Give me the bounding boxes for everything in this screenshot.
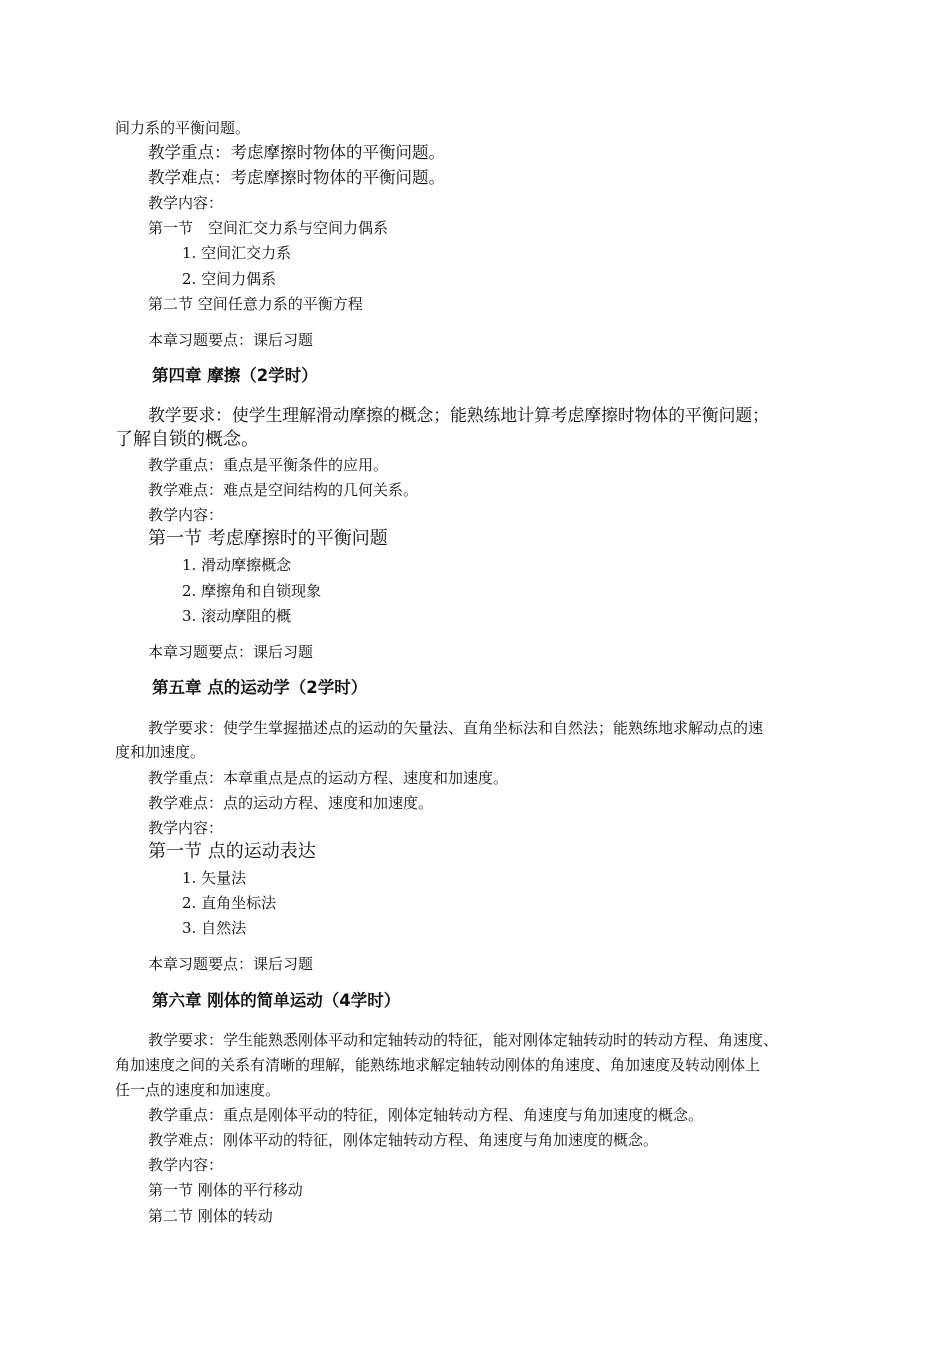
- section-heading: 第一节 刚体的平行移动: [148, 1181, 303, 1199]
- content-label: 教学内容：: [148, 194, 224, 212]
- section-heading: 第二节 空间任意力系的平衡方程: [148, 295, 363, 313]
- teaching-requirement-cont: 角加速度之间的关系有清晰的理解，能熟练地求解定轴转动刚体的角速度、角加速度及转动刚体上: [115, 1056, 761, 1074]
- list-item: 1. 滑动摩擦概念: [182, 556, 292, 574]
- list-item: 3. 滚动摩阻的概: [182, 607, 292, 625]
- list-item: 1. 空间汇交力系: [182, 244, 292, 262]
- chapter-title: 第四章 摩擦（2学时）: [152, 366, 318, 385]
- difficulty: 教学难点：考虑摩擦时物体的平衡问题。: [148, 168, 445, 187]
- list-item: 2. 空间力偶系: [182, 270, 277, 288]
- paragraph-tail: 间力系的平衡问题。: [115, 119, 251, 137]
- content-label: 教学内容：: [148, 1156, 224, 1174]
- teaching-requirement-cont: 度和加速度。: [115, 743, 206, 761]
- teaching-requirement: [148, 404, 769, 427]
- difficulty: 教学难点：点的运动方程、速度和加速度。: [148, 794, 434, 812]
- chapter-title: 第六章 刚体的简单运动（4学时）: [152, 991, 401, 1010]
- section-heading: 第二节 刚体的转动: [148, 1207, 273, 1225]
- list-item: 2. 直角坐标法: [182, 894, 277, 912]
- key-point: 教学重点：本章重点是点的运动方程、速度和加速度。: [148, 769, 509, 787]
- content-label: 教学内容：: [148, 506, 224, 524]
- key-point: 教学重点：考虑摩擦时物体的平衡问题。: [148, 143, 445, 162]
- teaching-requirement-cont: 任一点的速度和加速度。: [115, 1081, 281, 1099]
- exercise-note: 本章习题要点：课后习题: [148, 331, 314, 349]
- list-item: 1. 矢量法: [182, 869, 247, 887]
- list-item: 3. 自然法: [182, 919, 247, 937]
- key-point: 教学重点：重点是刚体平动的特征，刚体定轴转动方程、角速度与角加速度的概念。: [148, 1106, 704, 1124]
- list-item: 2. 摩擦角和自锁现象: [182, 582, 322, 600]
- exercise-note: 本章习题要点：课后习题: [148, 643, 314, 661]
- teaching-requirement-cont: 了解自锁的概念。: [115, 429, 259, 450]
- chapter-title: 第五章 点的运动学（2学时）: [152, 678, 368, 697]
- section-heading: 第一节 考虑摩擦时的平衡问题: [148, 528, 388, 549]
- section-heading: 第一节 空间汇交力系与空间力偶系: [148, 219, 389, 237]
- exercise-note: 本章习题要点：课后习题: [148, 955, 314, 973]
- requirement-text: 教学要求：使学生理解滑动摩擦的概念；能熟练地计算考虑摩擦时物体的平衡问题；: [148, 405, 769, 425]
- teaching-requirement: 教学要求：使学生掌握描述点的运动的矢量法、直角坐标法和自然法；能熟练地求解动点的速: [148, 719, 764, 737]
- difficulty: 教学难点：刚体平动的特征，刚体定轴转动方程、角速度与角加速度的概念。: [148, 1131, 659, 1149]
- section-heading: 第一节 点的运动表达: [148, 841, 316, 862]
- teaching-requirement: 教学要求：学生能熟悉刚体平动和定轴转动的特征，能对刚体定轴转动时的转动方程、角速度、: [148, 1031, 779, 1049]
- key-point: 教学重点：重点是平衡条件的应用。: [148, 456, 389, 474]
- difficulty: 教学难点：难点是空间结构的几何关系。: [148, 481, 419, 499]
- content-label: 教学内容：: [148, 819, 224, 837]
